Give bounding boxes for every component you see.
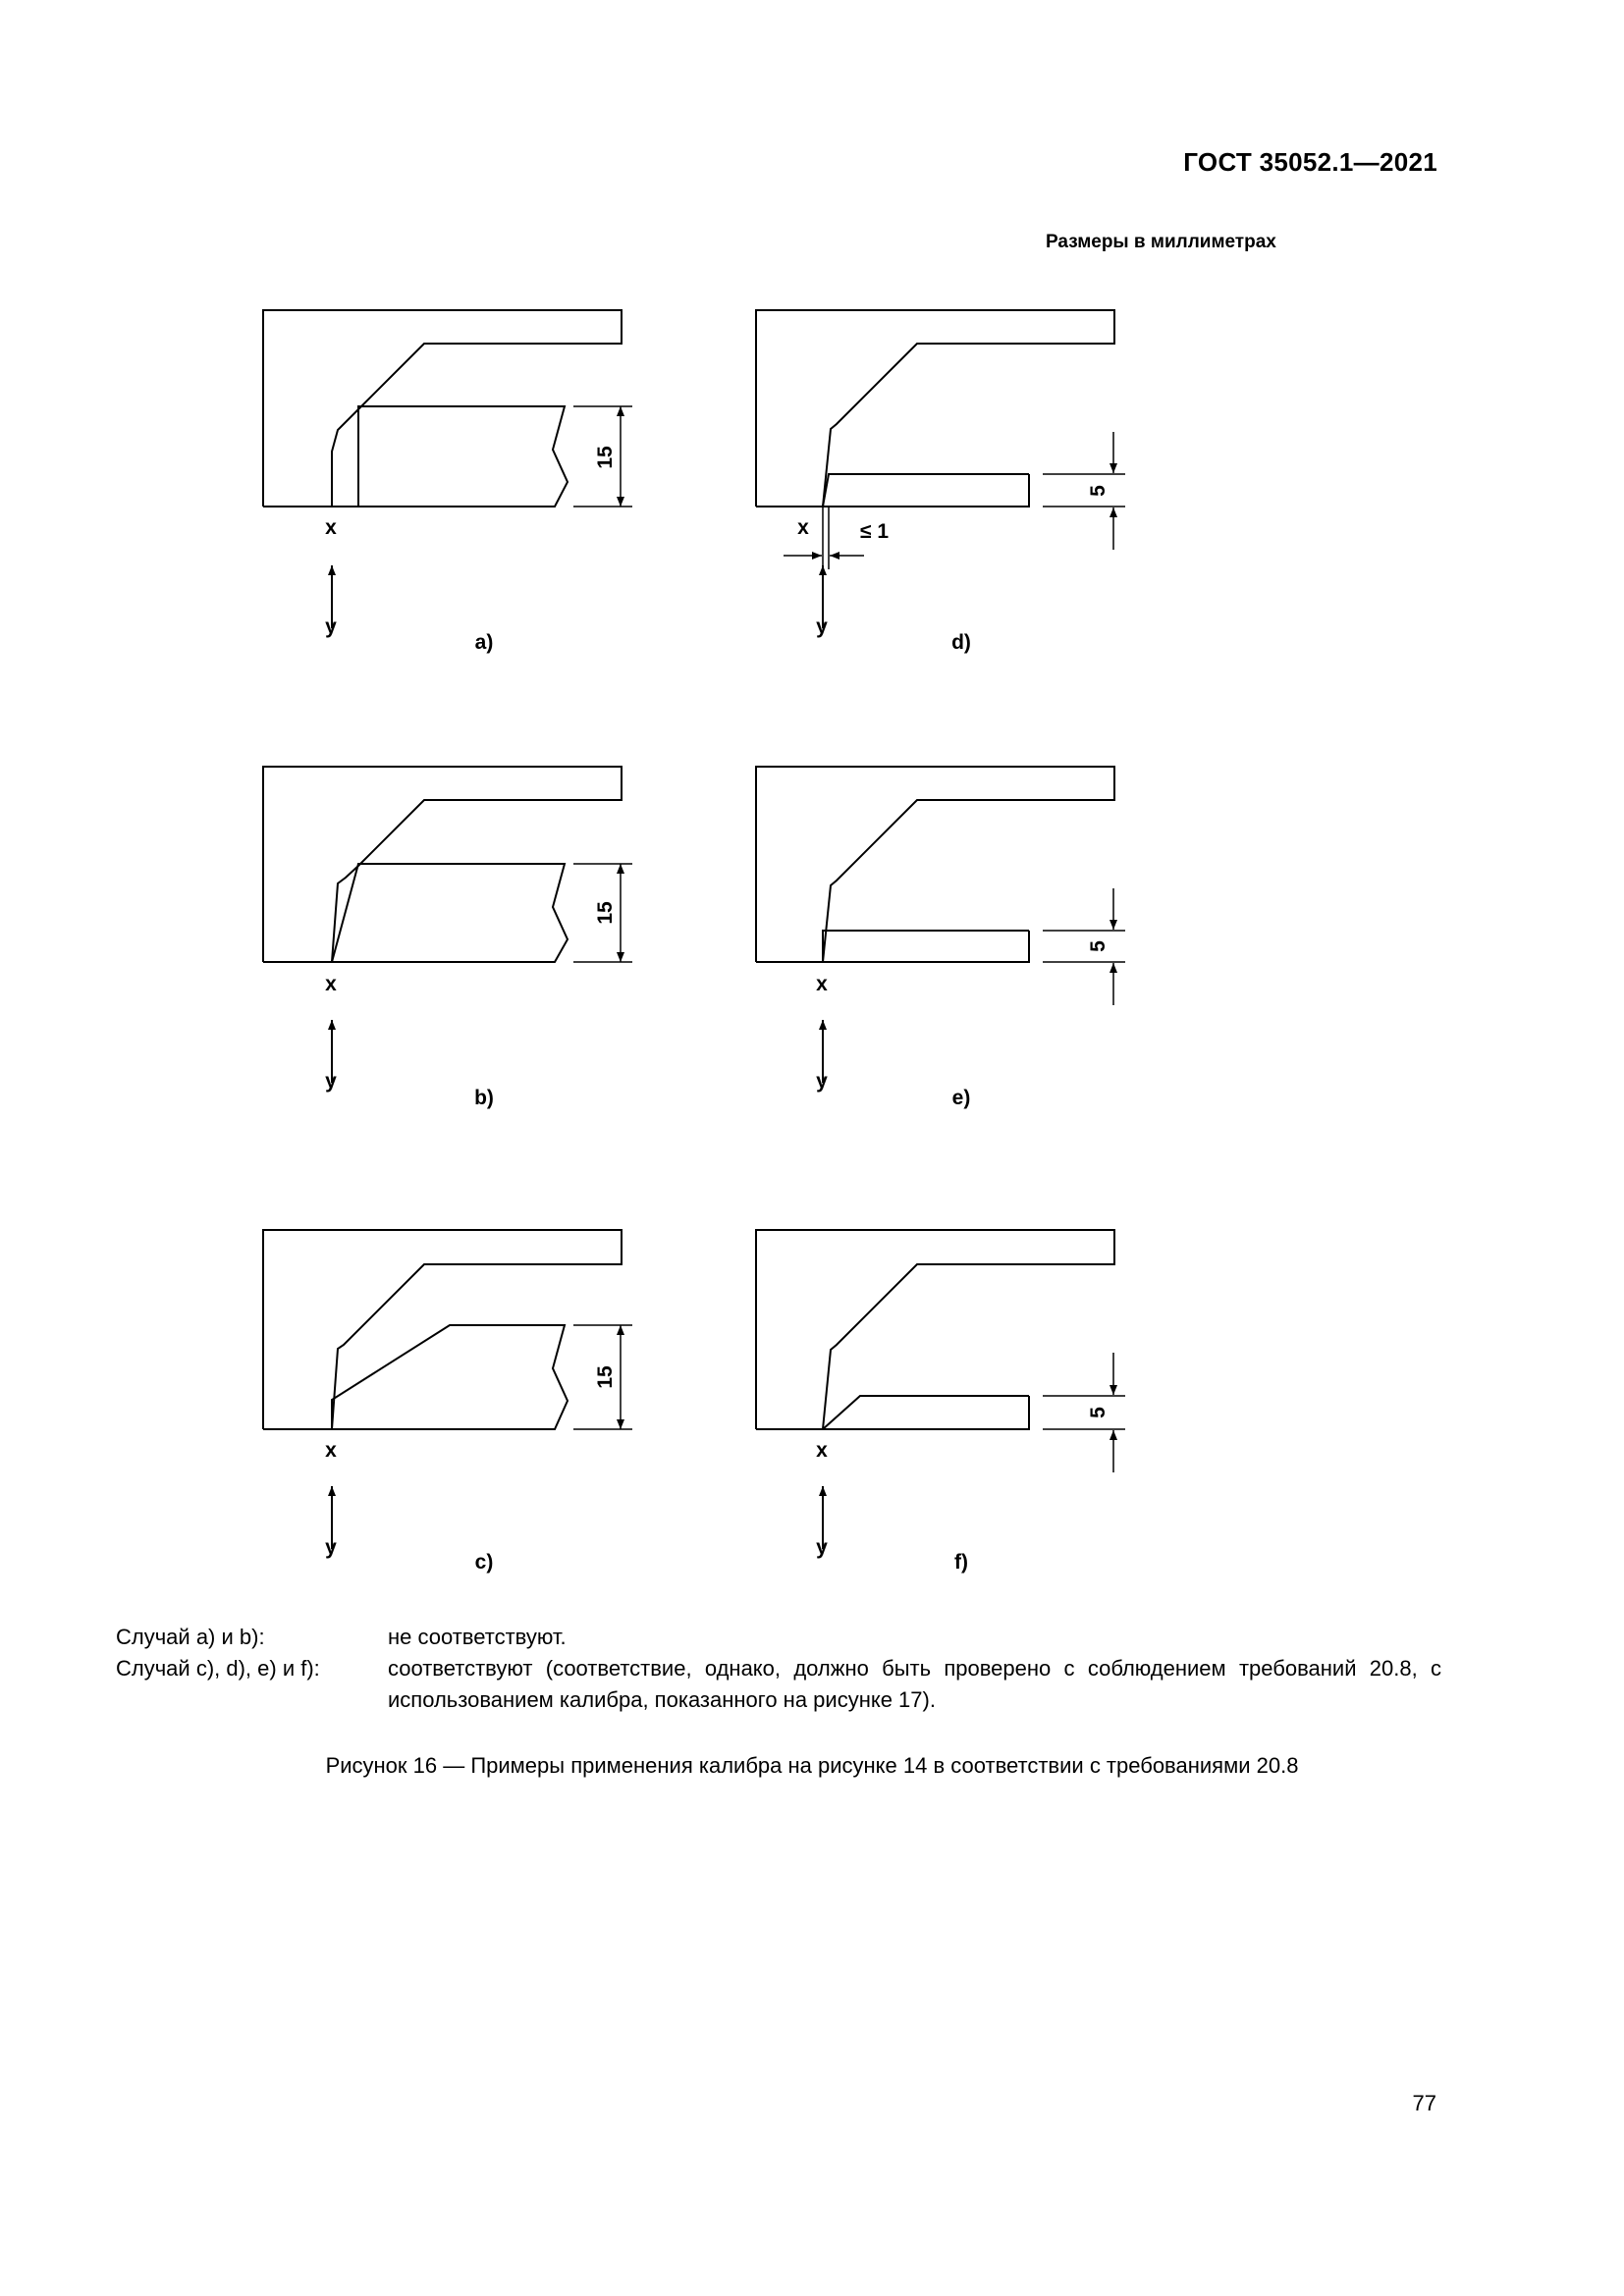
panel-d-x-label: x bbox=[797, 516, 809, 539]
panel-d-y-label: y bbox=[816, 615, 828, 638]
standard-header: ГОСТ 35052.1—2021 bbox=[1183, 147, 1437, 177]
page-number: 77 bbox=[1412, 2091, 1436, 2115]
panel-c-dimension: 15 bbox=[594, 1365, 617, 1389]
panel-b bbox=[263, 767, 632, 1083]
panel-b-label: b) bbox=[474, 1087, 494, 1109]
panel-e-y-label: y bbox=[816, 1070, 828, 1093]
panel-c bbox=[263, 1230, 632, 1549]
cases-list bbox=[116, 1622, 1441, 1716]
case-row-cdef bbox=[116, 1653, 1441, 1716]
case-label: Случай c), d), e) и f): bbox=[116, 1656, 320, 1681]
panel-f bbox=[756, 1230, 1125, 1549]
units-note: Размеры в миллиметрах bbox=[1046, 232, 1276, 252]
case-row-ab bbox=[116, 1622, 1441, 1653]
panel-c-x-label: x bbox=[325, 1439, 337, 1462]
panel-b-dimension: 15 bbox=[594, 901, 617, 925]
panel-d-dimension: 5 bbox=[1087, 485, 1110, 497]
panel-a bbox=[263, 310, 632, 628]
panel-f-x-label: x bbox=[816, 1439, 828, 1462]
case-text: не соответствуют. bbox=[388, 1625, 567, 1649]
case-label: Случай a) и b): bbox=[116, 1625, 265, 1649]
panel-f-dimension: 5 bbox=[1087, 1407, 1110, 1418]
panel-c-y-label: y bbox=[325, 1536, 337, 1559]
panel-e-x-label: x bbox=[816, 973, 828, 995]
panel-e bbox=[756, 767, 1125, 1083]
panel-d bbox=[756, 310, 1125, 628]
panel-e-dimension: 5 bbox=[1087, 940, 1110, 952]
panel-a-dimension: 15 bbox=[594, 446, 617, 469]
panel-f-y-label: y bbox=[816, 1536, 828, 1559]
panel-b-x-label: x bbox=[325, 973, 337, 995]
case-text: соответствуют (соответствие, однако, должно быть проверено с соблюдением требований 20.8, с использованием калибра, показанного на рисунке 17). bbox=[388, 1656, 1441, 1712]
panel-d-label: d) bbox=[951, 631, 971, 654]
panel-a-y-label: y bbox=[325, 615, 337, 638]
panel-f-label: f) bbox=[954, 1551, 968, 1574]
panel-c-label: c) bbox=[474, 1551, 494, 1574]
panel-b-y-label: y bbox=[325, 1070, 337, 1093]
panel-e-label: e) bbox=[951, 1087, 971, 1109]
panel-a-x-label: x bbox=[325, 516, 337, 539]
figure-caption: Рисунок 16 — Примеры применения калибра на рисунке 14 в соответствии с требованиями 20.8 bbox=[325, 1753, 1299, 1778]
panel-d-tolerance: ≤ 1 bbox=[860, 520, 890, 543]
panel-a-label: a) bbox=[474, 631, 494, 654]
